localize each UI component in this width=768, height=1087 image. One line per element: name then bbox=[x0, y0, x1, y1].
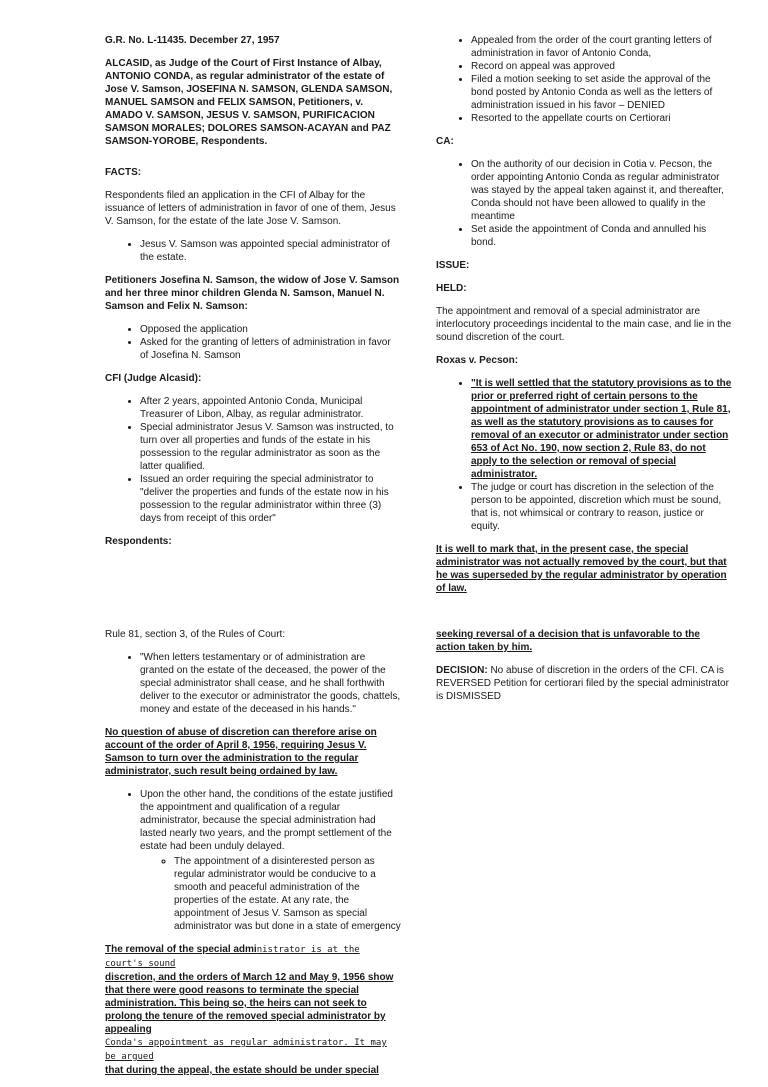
list-item: • "When letters testamentary or of administration are granted on the estate of the deceased, the power of the special administrator shall cease, and he shall forthwith deliver to the executor or administrator the goods, chattels, money and estate of the deceased in his hands." bbox=[140, 651, 401, 716]
decision-label: DECISION: bbox=[436, 665, 488, 676]
list-item: • Asked for the granting of letters of administration in favor of Josefina N. Samson bbox=[140, 336, 401, 362]
seeking-text: seeking reversal of a decision that is unfavorable to the action taken by him. bbox=[436, 629, 700, 653]
facts-text: Respondents filed an application in the CFI of Albay for the issuance of letters of administration in favor of one of them, Jesus V. Samson, for the estate of the late Jose V. Samson. bbox=[105, 190, 396, 227]
list-item: • Opposed the application bbox=[140, 323, 401, 336]
removal-text bbox=[105, 943, 401, 1077]
held-heading: HELD: bbox=[436, 283, 467, 294]
facts-heading: FACTS: bbox=[105, 167, 142, 178]
roxas-bullets bbox=[436, 377, 732, 533]
petitioners-bullets bbox=[105, 323, 401, 362]
conditions-sub-bullets bbox=[140, 855, 401, 933]
rule-heading: Rule 81, section 3, of the Rules of Court: bbox=[105, 629, 286, 640]
page-2-left-column bbox=[105, 628, 401, 1087]
cfi-bullets bbox=[105, 395, 401, 525]
removal-part-3: discretion, and the orders of March 12 and May 9, 1956 show that there were good reasons to terminate the special administration. This being so, the heirs can not seek to prolong the tenure of the removed special administrator by appealing bbox=[105, 972, 394, 1035]
case-parties: ALCASID, as Judge of the Court of First Instance of Albay, ANTONIO CONDA, as regular administrator of the estate of Jose V. Samson, JOSEFINA N. SAMSON, GLENDA SAMSON, MANUEL SAMSON and FELIX SAMSON, Petitioners, v. AMADO V. SAMSON, JESUS V. SAMSON, PURIFICACION SAMSON MORALES; DOLORES SAMSON-ACAYAN and PAZ SAMSON-YOROBE, Respondents. bbox=[105, 58, 393, 147]
issue-heading: ISSUE: bbox=[436, 260, 470, 271]
list-item: • After 2 years, appointed Antonio Conda, Municipal Treasurer of Libon, Albay, as regular administrator. bbox=[140, 395, 401, 421]
removal-part-1: The removal of the special admi bbox=[105, 944, 257, 955]
removal-part-2: nistrator is at the court's sound bbox=[105, 945, 360, 969]
list-item: • Filed a motion seeking to set aside the approval of the bond posted by Antonio Conda as well as the letters of administration issued in his favor – DENIED bbox=[471, 73, 732, 112]
page-2 bbox=[0, 618, 768, 1076]
list-item: • Resorted to the appellate courts on Certiorari bbox=[471, 112, 732, 125]
ca-heading: CA: bbox=[436, 136, 454, 147]
rule-bullets bbox=[105, 651, 401, 716]
removal-part-4: Conda's appointment as regular administrator. It may be argued bbox=[105, 1038, 387, 1062]
list-item: • Appealed from the order of the court granting letters of administration in favor of Antonio Conda, bbox=[471, 34, 732, 60]
list-item: • On the authority of our decision in Cotia v. Pecson, the order appointing Antonio Conda as regular administrator was stayed by the appeal taken against it, and thereafter, Conda should not have been allowed to qualify in the meantime bbox=[471, 158, 732, 223]
list-item: • Issued an order requiring the special administrator to "deliver the properties and funds of the estate now in his possession to the regular administrator within three (3) days from receipt of this order" bbox=[140, 473, 401, 525]
list-item bbox=[140, 788, 401, 933]
decision-text: No abuse of discretion in the orders of the CFI. CA is REVERSED Petition for certiorari filed by the special administrator is DISMISSED bbox=[436, 665, 729, 702]
petitioners-heading: Petitioners Josefina N. Samson, the widow of Jose V. Samson and her three minor children Glenda N. Samson, Manuel N. Samson and Felix N. Samson: bbox=[105, 275, 400, 312]
removal-part-5: that during the appeal, the estate should be under special bbox=[105, 1065, 379, 1076]
respondents-heading: Respondents: bbox=[105, 536, 172, 547]
list-item: • The judge or court has discretion in the selection of the person to be appointed, discretion which must be sound, that is, not whimsical or contrary to reason, justice or equity. bbox=[471, 481, 732, 533]
ca-bullets bbox=[436, 158, 732, 249]
held-text: The appointment and removal of a special administrator are interlocutory proceedings incidental to the main case, and lie in the sound discretion of the court. bbox=[436, 306, 732, 343]
roxas-heading: Roxas v. Pecson: bbox=[436, 355, 519, 366]
conditions-text: Upon the other hand, the conditions of the estate justified the appointment and qualification of a regular administrator, because the special administration had lasted nearly two years, and the prompt settlement of the estate had been unduly delayed. bbox=[140, 789, 393, 852]
case-number: G.R. No. L-11435. December 27, 1957 bbox=[105, 35, 280, 46]
decision-paragraph bbox=[436, 664, 732, 703]
list-item: ◦ The appointment of a disinterested person as regular administrator would be conducive to a smooth and peaceful administration of the properties of the estate. At any rate, the appointment of Jesus V. Samson as special administrator was but done in a state of emergency bbox=[174, 855, 401, 933]
remark-text: It is well to mark that, in the present case, the special administrator was not actually removed by the court, but that he was superseded by the regular administrator by operation of law. bbox=[436, 544, 727, 594]
page-1-right-column bbox=[436, 34, 732, 605]
list-item: • "It is well settled that the statutory provisions as to the prior or preferred right of certain persons to the appointment of administrator under section 1, Rule 81, as well as the statutory provisions as to causes for removal of an executor or administrator under section 653 of Act No. 190, now section 2, Rule 83, do not apply to the selection or removal of special administrator. bbox=[471, 377, 732, 481]
respondents-bullets bbox=[436, 34, 732, 125]
list-item: • Set aside the appointment of Conda and annulled his bond. bbox=[471, 223, 732, 249]
facts-bullets bbox=[105, 238, 401, 264]
conditions-bullets bbox=[105, 788, 401, 933]
list-item: • Special administrator Jesus V. Samson was instructed, to turn over all properties and funds of the estate in his possession to the regular administrator as soon as the latter qualified. bbox=[140, 421, 401, 473]
page-2-right-column bbox=[436, 628, 732, 713]
page-1-left-column bbox=[105, 34, 401, 558]
list-item: • Record on appeal was approved bbox=[471, 60, 732, 73]
no-abuse-text: No question of abuse of discretion can therefore arise on account of the order of April 8, 1956, requiring Jesus V. Samson to turn over the administration to the regular administrator, such result being ordained by law. bbox=[105, 727, 377, 777]
cfi-heading: CFI (Judge Alcasid): bbox=[105, 373, 202, 384]
list-item: • Jesus V. Samson was appointed special administrator of the estate. bbox=[140, 238, 401, 264]
